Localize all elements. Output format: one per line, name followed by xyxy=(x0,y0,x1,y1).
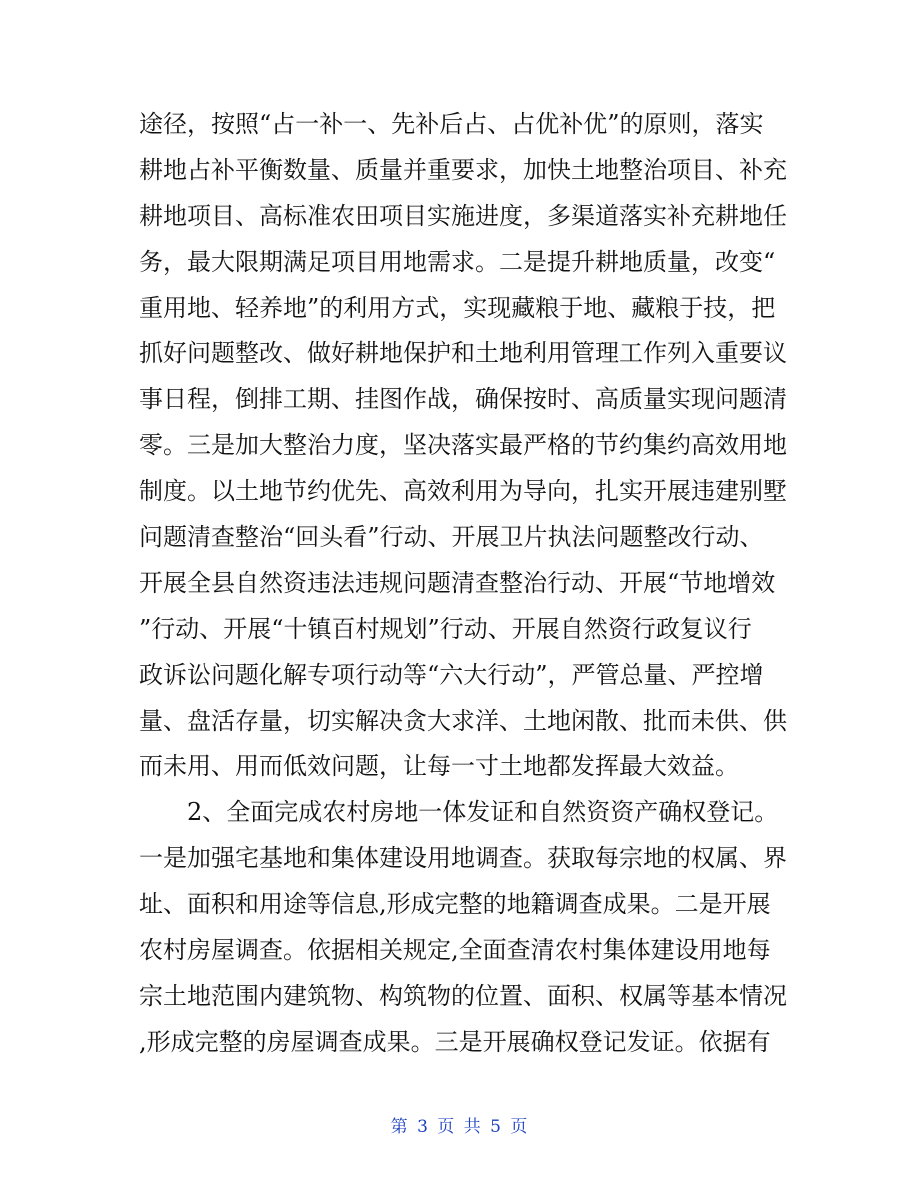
text-line: ”行动、开展“十镇百村规划”行动、开展自然资行政复议行 xyxy=(139,614,752,643)
text-line: 抓好问题整改、做好耕地保护和土地利用管理工作列入重要议 xyxy=(139,339,787,368)
text-line: 事日程，倒排工期、挂图作战，确保按时、高质量实现问题清 xyxy=(139,385,787,414)
text-line: 农村房屋调查。依据相关规定,全面查清农村集体建设用地每 xyxy=(139,936,771,965)
text-line: 2、全面完成农村房地一体发证和自然资资产确权登记。 xyxy=(139,798,779,827)
document-body xyxy=(139,102,789,1066)
text-line: 制度。以土地节约优先、高效利用为导向，扎实开展违建别墅 xyxy=(139,477,787,506)
text-line: 量、盘活存量，切实解决贪大求洋、土地闲散、批而未供、供 xyxy=(139,706,787,735)
text-line: 宗土地范围内建筑物、构筑物的位置、面积、权属等基本情况 xyxy=(139,981,787,1010)
text-line: 耕地项目、高标准农田项目实施进度，多渠道落实补充耕地任 xyxy=(139,201,787,230)
text-line: 重用地、轻养地”的利用方式，实现藏粮于地、藏粮于技，把 xyxy=(139,293,776,322)
text-line: 一是加强宅基地和集体建设用地调查。获取每宗地的权属、界 xyxy=(139,844,787,873)
text-line: ,形成完整的房屋调查成果。三是开展确权登记发证。依据有 xyxy=(139,1027,771,1056)
text-line: 开展全县自然资违法违规问题清查整治行动、开展“节地增效 xyxy=(139,568,776,597)
page-number-footer: 第 3 页 共 5 页 xyxy=(390,1117,530,1137)
text-line: 耕地占补平衡数量、质量并重要求，加快土地整治项目、补充 xyxy=(139,155,787,184)
text-line: 途径，按照“占一补一、先补后占、占优补优”的原则，落实 xyxy=(139,110,764,138)
text-line: 问题清查整治“回头看”行动、开展卫片执法问题整改行动、 xyxy=(139,523,764,552)
text-line: 零。三是加大整治力度，坚决落实最严格的节约集约高效用地 xyxy=(139,431,787,460)
text-line: 而未用、用而低效问题，让每一寸土地都发挥最大效益。 xyxy=(139,752,739,781)
text-line: 址、面积和用途等信息,形成完整的地籍调查成果。二是开展 xyxy=(139,890,771,919)
text-line: 务，最大限期满足项目用地需求。二是提升耕地质量，改变“ xyxy=(139,247,776,276)
text-line: 政诉讼问题化解专项行动等“六大行动”，严管总量、严控增 xyxy=(139,660,764,689)
